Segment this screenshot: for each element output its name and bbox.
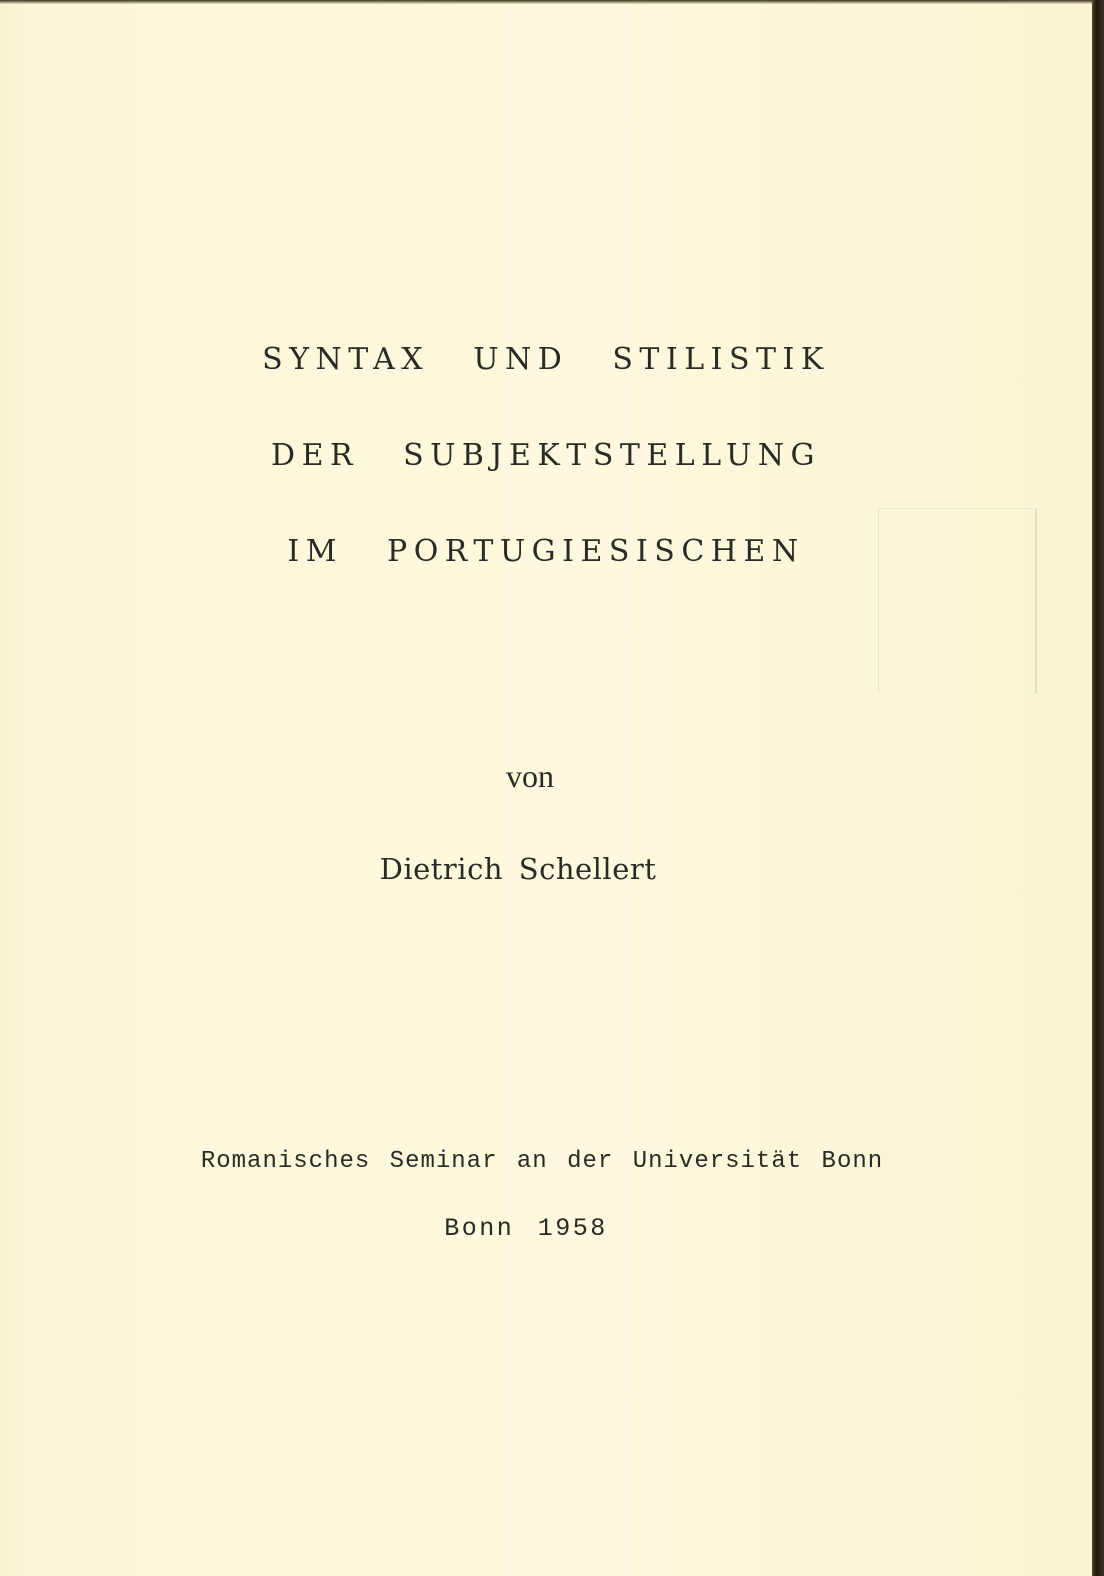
book-spine-edge (1092, 0, 1104, 1576)
place-and-year: Bonn 1958 (444, 1214, 608, 1243)
title-line-1: SYNTAX UND STILISTIK (262, 342, 830, 377)
title-line-3: IM PORTUGIESISCHEN (287, 534, 805, 569)
byline: von (506, 758, 554, 794)
page-top-edge (0, 0, 1092, 4)
title-line-2: DER SUBJEKTSTELLUNG (271, 438, 821, 473)
institution: Romanisches Seminar an der Universität Bonn (200, 1148, 884, 1175)
author-name: Dietrich Schellert (379, 852, 657, 886)
